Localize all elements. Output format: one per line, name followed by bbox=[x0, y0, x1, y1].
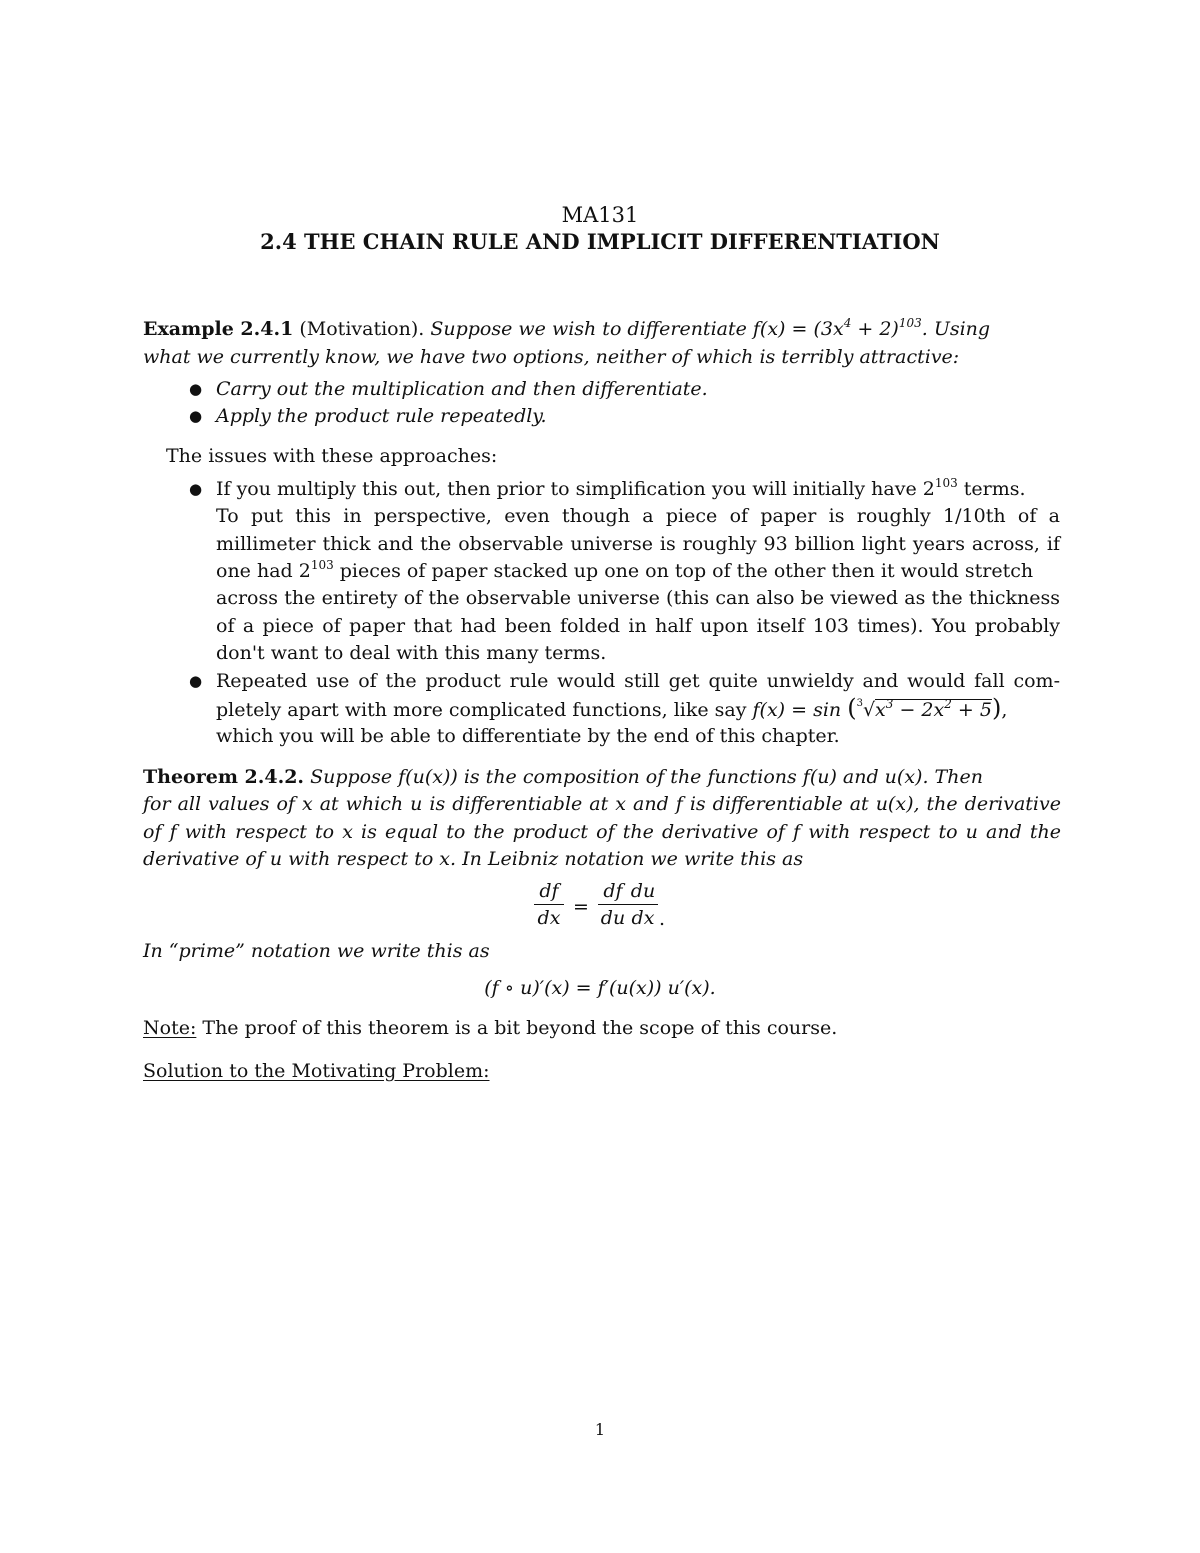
prime-notation-intro: In “prime” notation we write this as bbox=[143, 940, 490, 962]
note-line bbox=[143, 1016, 837, 1040]
issue-line: of a piece of paper that had been folded in half upon itself 103 times). You probably bbox=[216, 615, 1060, 637]
theorem-first-line: Theorem 2.4.2. Suppose f(u(x)) is the composition of the functions f(u) and u(x). Then bbox=[143, 766, 983, 788]
example-tag: (Motivation). bbox=[299, 318, 425, 340]
issue-line: If you multiply this out, then prior to simplification you will initially have $2^{103}$ terms. bbox=[216, 476, 1026, 500]
issue-line: don't want to deal with this many terms. bbox=[216, 642, 607, 664]
fraction-df-dx: df dx bbox=[534, 880, 564, 929]
note-label: Note: bbox=[143, 1017, 197, 1039]
course-code: MA131 bbox=[561, 203, 639, 227]
bullet-icon: ● bbox=[189, 407, 203, 425]
theorem-line: for all values of x at which u is differentiable at x and f is differentiable at u(x), the derivative bbox=[143, 793, 1061, 815]
issue-line: across the entirety of the observable universe (this can also be viewed as the thickness bbox=[216, 587, 1060, 609]
issue-line-with-formula: pletely apart with more complicated functions, like say $f(x) = \sin (^3√x^3 - 2x^2 + 5)$, bbox=[216, 694, 1008, 722]
bullet-icon: ● bbox=[189, 480, 203, 498]
bullet-icon: ● bbox=[189, 380, 203, 398]
issue-line: which you will be able to differentiate by the end of this chapter. bbox=[216, 725, 840, 747]
example-first-line bbox=[143, 317, 1061, 341]
note-text: The proof of this theorem is a bit beyond the scope of this course. bbox=[196, 1017, 838, 1039]
example-using: . Using bbox=[921, 318, 991, 340]
bullet-icon: ● bbox=[189, 672, 203, 690]
fraction-df-du: df du bbox=[598, 880, 628, 929]
issue-line: Repeated use of the product rule would still get quite unwieldy and would fall com- bbox=[216, 670, 1060, 692]
theorem-line: derivative of u with respect to x. In Leibniz notation we write this as bbox=[143, 848, 804, 870]
equals-sign: = bbox=[573, 896, 589, 918]
example-label: Example 2.4.1 bbox=[143, 318, 294, 340]
issue-line: one had $2^{103}$ pieces of paper stacked up one on top of the other then it would stretch bbox=[216, 558, 1034, 582]
theorem-line: of f with respect to x is equal to the product of the derivative of f with respect to u and the bbox=[143, 821, 1061, 843]
fraction-du-dx: du dx bbox=[628, 880, 658, 929]
issue-line: millimeter thick and the observable universe is roughly 93 billion light years across, if bbox=[216, 533, 1060, 555]
page-number: 1 bbox=[594, 1420, 606, 1439]
formula-period: . bbox=[659, 908, 666, 930]
example-function: $f(x) = (3x^4 + 2)^{103}$ bbox=[752, 316, 922, 340]
issues-intro: The issues with these approaches: bbox=[166, 445, 498, 467]
example-intro: Suppose we wish to differentiate bbox=[430, 318, 753, 340]
cube-root-radicand: $x^3 - 2x^2 + 5$ bbox=[875, 697, 992, 721]
example-second-line: what we currently know, we have two options, neither of which is terribly attractive: bbox=[143, 346, 960, 368]
issue-line: To put this in perspective, even though a piece of paper is roughly 1/10th of a bbox=[216, 505, 1060, 527]
option-item: Carry out the multiplication and then differentiate. bbox=[216, 378, 708, 400]
section-heading: 2.4 THE CHAIN RULE AND IMPLICIT DIFFERENTIATION bbox=[260, 229, 940, 254]
option-item: Apply the product rule repeatedly. bbox=[216, 405, 547, 427]
theorem-label: Theorem 2.4.2. bbox=[143, 766, 305, 788]
prime-formula: (f ∘ u)′(x) = f′(u(x)) u′(x). bbox=[484, 977, 716, 999]
solution-heading: Solution to the Motivating Problem: bbox=[143, 1060, 490, 1082]
